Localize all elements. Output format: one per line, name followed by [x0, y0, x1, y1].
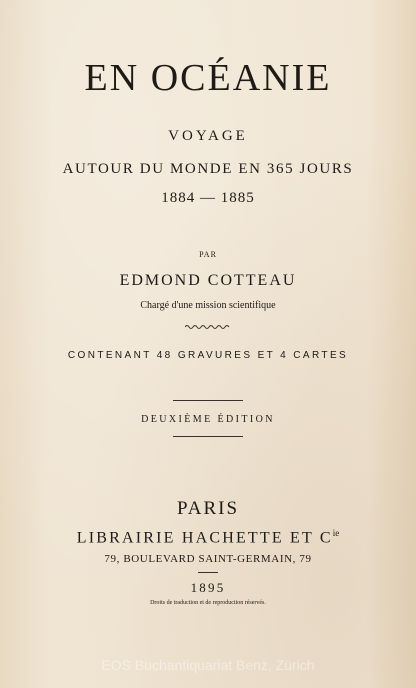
contents-note: CONTENANT 48 GRAVURES ET 4 CARTES	[67, 350, 349, 361]
par-label: PAR	[199, 250, 217, 259]
rule-divider-short	[198, 572, 218, 573]
author-name: EDMOND COTTEAU	[119, 272, 297, 289]
ornament-squiggle	[185, 324, 231, 330]
publisher-suffix: ie	[332, 528, 340, 538]
rule-divider-top	[173, 400, 243, 401]
rule-divider-bottom	[173, 436, 243, 437]
watermark: EOS Buchantiquariat Benz, Zürich	[101, 657, 315, 673]
publisher-address: 79, BOULEVARD SAINT-GERMAIN, 79	[104, 553, 312, 565]
book-subtitle: VOYAGE	[168, 128, 248, 144]
rights-notice: Droits de traduction et de reproduction réservés.	[150, 600, 266, 606]
years: 1884 — 1885	[161, 190, 255, 206]
publisher	[0, 528, 416, 547]
author-role: Chargé d'une mission scientifique	[140, 300, 276, 311]
publisher-name: LIBRAIRIE HACHETTE ET C	[76, 529, 333, 547]
book-title: EN OCÉANIE	[84, 57, 332, 99]
publication-city: PARIS	[176, 498, 240, 519]
publication-date: 1895	[190, 580, 226, 595]
edition: DEUXIÈME ÉDITION	[141, 414, 275, 425]
voyage-line: AUTOUR DU MONDE EN 365 JOURS	[62, 161, 354, 177]
